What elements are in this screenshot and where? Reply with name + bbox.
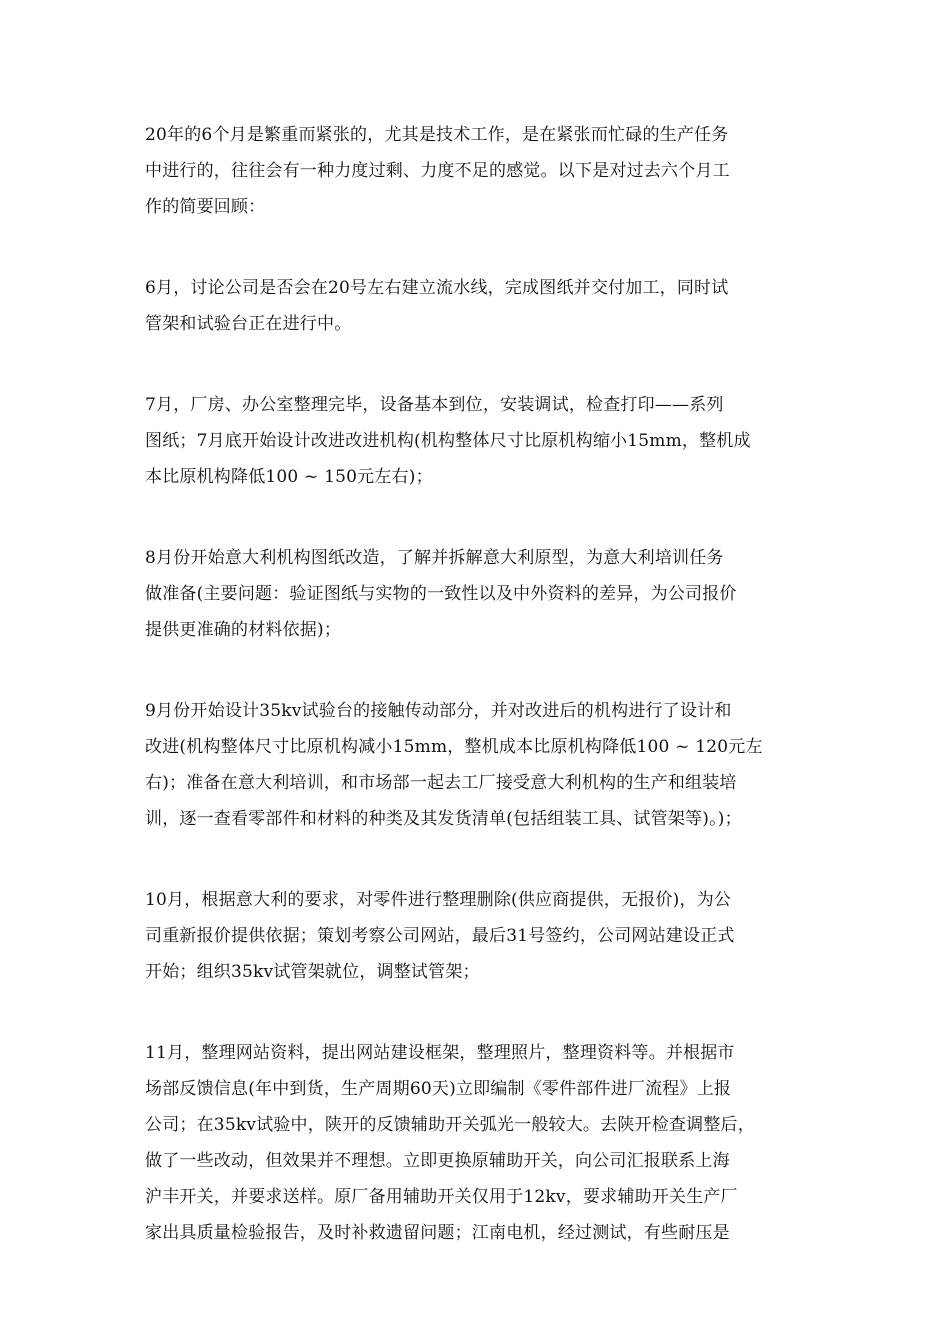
text-line: 7月，厂房、办公室整理完毕，设备基本到位，安装调试，检查打印——系列 xyxy=(145,395,724,415)
paragraph-intro xyxy=(145,117,813,225)
text-line: 作的简要回顾： xyxy=(145,197,266,217)
text-line: 中进行的，往往会有一种力度过剩、力度不足的感觉。以下是对过去六个月工 xyxy=(145,161,730,181)
text-line: 本比原机构降低100 ~ 150元左右)； xyxy=(145,467,433,487)
paragraph-september xyxy=(145,693,813,837)
paragraph-november xyxy=(145,1035,813,1251)
text-line: 做了一些改动，但效果并不理想。立即更换原辅助开关，向公司汇报联系上海 xyxy=(145,1151,730,1171)
text-line: 家出具质量检验报告，及时补救遗留问题；江南电机，经过测试，有些耐压是 xyxy=(145,1223,730,1243)
text-line: 改进(机构整体尺寸比原机构减小15mm，整机成本比原机构降低100 ~ 120元左 xyxy=(145,737,763,757)
text-line: 图纸；7月底开始设计改进改进机构(机构整体尺寸比原机构缩小15mm，整机成 xyxy=(145,431,751,451)
document-body xyxy=(145,117,813,1296)
text-line: 11月，整理网站资料，提出网站建设框架，整理照片，整理资料等。并根据市 xyxy=(145,1043,735,1063)
text-line: 公司；在35kv试验中，陕开的反馈辅助开关弧光一般较大。去陕开检查调整后， xyxy=(145,1115,755,1135)
text-line: 场部反馈信息(年中到货，生产周期60天)立即编制《零件部件进厂流程》上报 xyxy=(145,1079,732,1099)
text-line: 沪丰开关，并要求送样。原厂备用辅助开关仅用于12kv，要求辅助开关生产厂 xyxy=(145,1187,738,1207)
text-line: 司重新报价提供依据；策划考察公司网站，最后31号签约，公司网站建设正式 xyxy=(145,926,735,946)
text-line: 10月，根据意大利的要求，对零件进行整理删除(供应商提供，无报价)，为公 xyxy=(145,890,732,910)
text-line: 右)；准备在意大利培训，和市场部一起去工厂接受意大利机构的生产和组装培 xyxy=(145,773,737,793)
paragraph-july xyxy=(145,387,813,495)
paragraph-august xyxy=(145,540,813,648)
text-line: 8月份开始意大利机构图纸改造，了解并拆解意大利原型，为意大利培训任务 xyxy=(145,548,724,568)
text-line: 6月，讨论公司是否会在20号左右建立流水线，完成图纸并交付加工，同时试 xyxy=(145,278,729,298)
paragraph-june xyxy=(145,270,813,342)
text-line: 20年的6个月是繁重而紧张的，尤其是技术工作，是在紧张而忙碌的生产任务 xyxy=(145,125,729,145)
paragraph-october xyxy=(145,882,813,990)
text-line: 提供更准确的材料依据)； xyxy=(145,620,342,640)
text-line: 开始；组织35kv试管架就位，调整试管架； xyxy=(145,962,480,982)
text-line: 9月份开始设计35kv试验台的接触传动部分，并对改进后的机构进行了设计和 xyxy=(145,701,732,721)
text-line: 做准备(主要问题：验证图纸与实物的一致性以及中外资料的差异，为公司报价 xyxy=(145,584,737,604)
text-line: 管架和试验台正在进行中。 xyxy=(145,314,352,334)
text-line: 训，逐一查看零部件和材料的种类及其发货清单(包括组装工具、试管架等)。)； xyxy=(145,809,742,829)
